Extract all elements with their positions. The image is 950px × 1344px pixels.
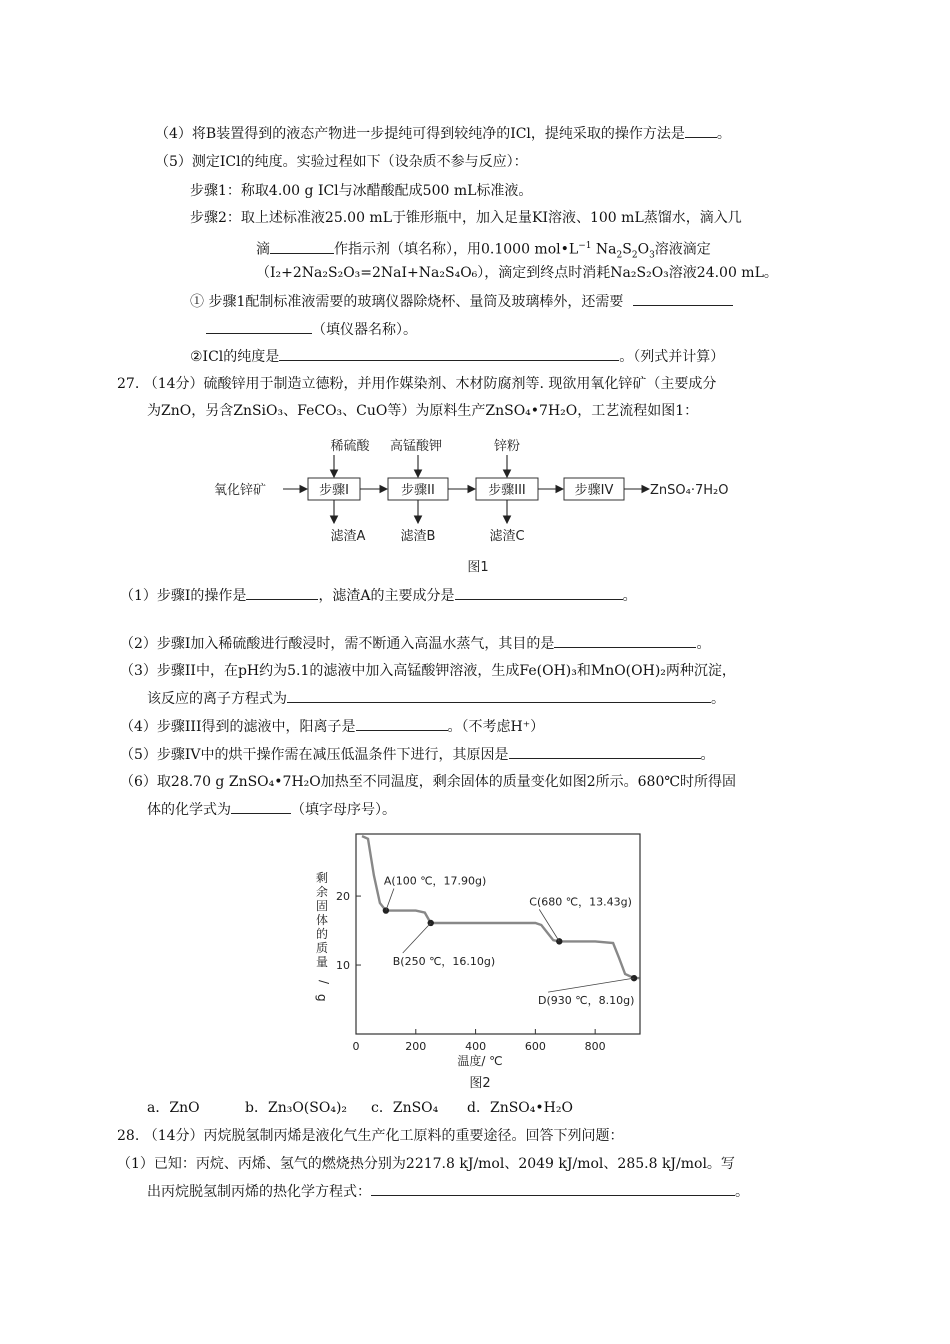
q27-question2: （2）步骤I加入稀硫酸进行酸浸时，需不断通入高温水蒸气，其目的是 。: [120, 636, 711, 652]
x-axis-label: 温度/ ℃: [457, 1054, 503, 1068]
step3-label: 步骤III: [488, 483, 526, 498]
answer-blank[interactable]: [554, 634, 696, 648]
answer-blank[interactable]: [287, 689, 711, 703]
x-tick-label: 200: [405, 1040, 427, 1053]
answer-blank[interactable]: [279, 347, 619, 361]
q27-question3-line2: 该反应的离子方程式为 。: [147, 691, 725, 707]
x-tick-label: 0: [352, 1040, 360, 1053]
q27-question4: （4）步骤III得到的滤液中，阳离子是 。（不考虑H⁺）: [120, 719, 545, 735]
input-zinc-oxide-ore: 氧化锌矿: [214, 483, 267, 498]
reagent-zinc-powder: 锌粉: [493, 439, 521, 454]
x-tick-label: 600: [524, 1040, 546, 1053]
data-point-label: B(250 ℃，16.10g): [392, 954, 496, 968]
figure2-caption: 图2: [469, 1076, 491, 1091]
step1-label: 步骤I: [319, 483, 349, 498]
answer-blank[interactable]: [509, 745, 701, 759]
y-axis-label-char: 的: [315, 927, 329, 941]
q26-part5: （5）测定ICl的纯度。实验过程如下（设杂质不参与反应）：: [155, 154, 528, 170]
option-b[interactable]: b．Zn₃O(SO₄)₂: [245, 1100, 348, 1116]
y-tick-label: 10: [336, 959, 350, 973]
q28-intro: 28. （14分）丙烷脱氢制丙烯是液化气生产化工原料的重要途径。回答下列问题：: [117, 1128, 624, 1144]
data-point-label: A(100 ℃，17.90g): [383, 874, 487, 888]
q26-sub1-line1: ① 步骤1配制标准液需要的玻璃仪器除烧杯、量筒及玻璃棒外，还需要: [190, 292, 733, 311]
q26-sub2: ②ICl的纯度是 。（列式并计算）: [190, 349, 725, 365]
mass-temperature-chart: [300, 822, 660, 1094]
q27-options: [147, 1099, 573, 1117]
q28-question1-line2: 出丙烷脱氢制丙烯的热化学方程式： 。: [147, 1184, 749, 1200]
step4-label: 步骤IV: [574, 483, 614, 498]
x-tick-label: 400: [465, 1040, 487, 1053]
y-axis-label-char: 体: [315, 913, 329, 927]
answer-blank[interactable]: [633, 292, 733, 306]
q26-step2-line3: （I₂+2Na₂S₂O₃=2NaI+Na₂S₄O₆），滴定到终点时消耗Na₂S₂O₃溶液24.00 mL。: [256, 265, 778, 281]
q27-intro-line2: 为ZnO，另含ZnSiO₃、FeCO₃、CuO等）为原料生产ZnSO₄•7H₂O，工艺流程如图1：: [147, 403, 699, 419]
q27-question6-line1: （6）取28.70 g ZnSO₄•7H₂O加热至不同温度，剩余固体的质量变化如图2所示。680℃时所得固: [120, 774, 737, 790]
y-axis-label-char: 固: [315, 899, 329, 913]
option-a[interactable]: a．ZnO: [147, 1100, 200, 1116]
data-point-marker: [383, 907, 389, 913]
q27-question6-line2: 体的化学式为 （填字母序号）。: [147, 802, 396, 818]
option-d[interactable]: d．ZnSO₄•H₂O: [467, 1100, 573, 1116]
q27-question1: （1）步骤I的操作是 ，滤渣A的主要成分是 。: [120, 588, 637, 604]
q27-question3-line1: （3）步骤II中，在pH约为5.1的滤液中加入高锰酸钾溶液，生成Fe(OH)₃和MnO(OH)₂两种沉淀，: [120, 663, 736, 679]
y-axis-label-char: /: [316, 980, 331, 985]
q26-step1: 步骤1：称取4.00 g ICl与冰醋酸配成500 mL标准液。: [190, 183, 533, 199]
data-point-label: D(930 ℃，8.10g): [538, 994, 635, 1008]
residue-b: 滤渣B: [400, 529, 436, 544]
reagent-potassium-permanganate: 高锰酸钾: [389, 439, 443, 454]
y-axis-label-char: g: [315, 994, 330, 1002]
leader-line: [386, 889, 394, 911]
y-axis-label-char: 量: [315, 955, 329, 969]
answer-blank[interactable]: [356, 717, 448, 731]
answer-blank[interactable]: [206, 320, 312, 334]
q26-step2-line2: 滴 作指示剂（填名称），用0.1000 $mol•L^{-1}$ $Na_2S_2O_3$溶液滴定: [256, 241, 711, 261]
answer-blank[interactable]: [231, 800, 291, 814]
process-flow-diagram: [200, 428, 760, 578]
q26-step2-line1: 步骤2：取上述标准液25.00 mL于锥形瓶中，加入足量KI溶液、100 mL蒸馏水，滴入几: [190, 210, 742, 226]
residue-a: 滤渣A: [330, 529, 366, 544]
residue-c: 滤渣C: [489, 529, 525, 544]
reagent-dilute-sulfuric-acid: 稀硫酸: [330, 439, 370, 454]
figure1-caption: 图1: [467, 560, 489, 575]
y-axis-label-char: 质: [315, 941, 329, 955]
leader-line: [548, 978, 634, 992]
q28-question1-line1: （1）已知：丙烷、丙烯、氢气的燃烧热分别为2217.8 kJ/mol、2049 kJ/mol、285.8 kJ/mol。写: [117, 1156, 735, 1172]
data-point-label: C(680 ℃，13.43g): [529, 895, 632, 909]
q26-sub1-line2: （填仪器名称）。: [206, 320, 417, 339]
y-axis-label-char: 余: [315, 885, 329, 899]
q27-question5: （5）步骤IV中的烘干操作需在减压低温条件下进行，其原因是 。: [120, 747, 715, 763]
product-label: ZnSO₄·7H₂O: [650, 483, 729, 498]
y-axis-label-char: 剩: [315, 871, 329, 885]
data-point-marker: [556, 938, 562, 944]
option-c[interactable]: c．ZnSO₄: [371, 1100, 439, 1116]
q26-part4: （4）将B装置得到的液态产物进一步提纯可得到较纯净的ICl，提纯采取的操作方法是 。: [155, 126, 731, 142]
q27-intro-line1: 27. （14分）硫酸锌用于制造立德粉，并用作媒染剂、木材防腐剂等. 现欲用氧化锌矿（主要成分: [117, 376, 717, 392]
answer-blank[interactable]: [455, 586, 623, 600]
indicator-blank[interactable]: [270, 240, 334, 254]
answer-blank[interactable]: [685, 124, 717, 138]
step2-label: 步骤II: [401, 483, 435, 498]
leader-line: [403, 923, 431, 953]
answer-blank[interactable]: [371, 1182, 735, 1196]
y-axis-label: [315, 871, 331, 1002]
x-tick-label: 800: [584, 1040, 606, 1053]
y-tick-label: 20: [336, 890, 350, 904]
answer-blank[interactable]: [246, 586, 318, 600]
